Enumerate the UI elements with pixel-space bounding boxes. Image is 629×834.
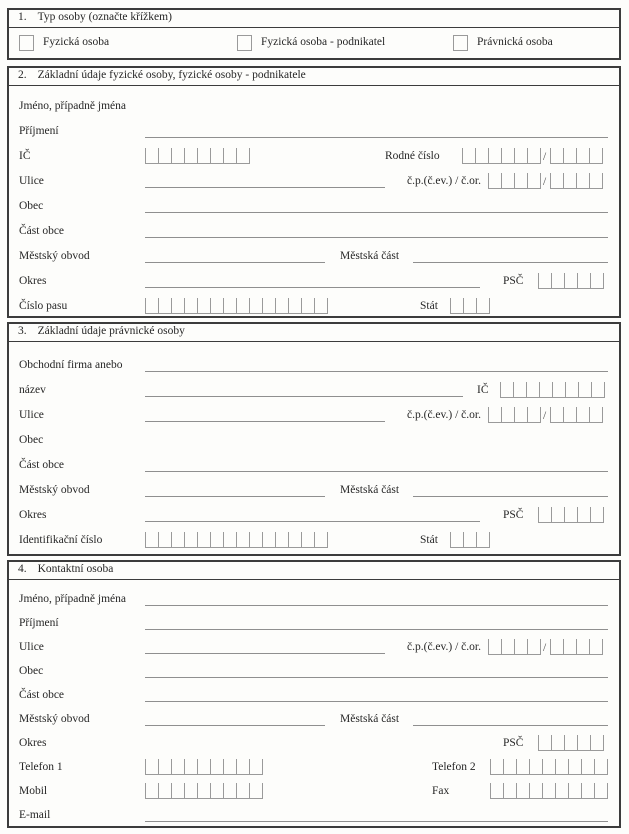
comb-cell	[529, 759, 542, 774]
section-kontaktni-osoba	[7, 560, 621, 828]
slash-separator: /	[543, 176, 547, 188]
comb-cell	[564, 507, 577, 522]
row-ulice-s3	[9, 400, 619, 425]
field-label-cislo-pasu: Číslo pasu	[19, 300, 68, 312]
checkbox-label-pravnicka-osoba: Právnická osoba	[477, 36, 553, 48]
field-label-email: E-mail	[19, 809, 51, 821]
comb-cell	[210, 298, 223, 313]
comb-cell	[589, 407, 602, 422]
comb-cell	[591, 382, 604, 397]
comb-cell	[529, 783, 542, 798]
comb-cell	[555, 783, 568, 798]
comb-stat-s3[interactable]	[450, 532, 490, 548]
field-label-psc-s4: PSČ	[503, 737, 524, 749]
field-label-stat-s3: Stát	[420, 534, 438, 546]
comb-cell	[145, 148, 158, 163]
field-label-obec-s3: Obec	[19, 434, 44, 446]
row-obec-s4	[9, 657, 619, 681]
comb-cell	[539, 382, 552, 397]
comb-cell	[463, 298, 476, 313]
comb-cell	[158, 783, 171, 798]
comb-cell	[551, 735, 564, 750]
comb-cell	[314, 298, 327, 313]
section-number: 1.	[18, 11, 27, 23]
comb-cp-a-s4[interactable]	[488, 639, 541, 655]
comb-cell	[288, 532, 301, 547]
comb-cell	[581, 783, 594, 798]
comb-cell	[488, 148, 501, 163]
field-label-jmeno-s4: Jméno, případně jména	[19, 593, 126, 605]
input-line-cast-obce-s2[interactable]	[145, 237, 608, 238]
field-label-mestsky-obvod-s2: Městský obvod	[19, 250, 90, 262]
comb-cell	[184, 298, 197, 313]
comb-cell	[197, 759, 210, 774]
comb-cp-b-s3[interactable]	[550, 407, 603, 423]
comb-cell	[503, 783, 516, 798]
input-line-mestsky-obvod-s2[interactable]	[145, 262, 325, 263]
input-line-ulice-s3[interactable]	[145, 421, 385, 422]
field-label-psc-s2: PSČ	[503, 275, 524, 287]
comb-cell	[184, 148, 197, 163]
comb-cp-a-s2[interactable]	[488, 173, 541, 189]
comb-cell	[262, 298, 275, 313]
field-label-ic-s3: IČ	[477, 384, 489, 396]
comb-cell	[564, 735, 577, 750]
comb-cell	[568, 783, 581, 798]
field-label-identifikacni-cislo: Identifikační číslo	[19, 534, 103, 546]
section-number: 3.	[18, 325, 27, 337]
section-kontaktni-osoba-header	[9, 562, 619, 580]
comb-cell	[538, 507, 551, 522]
checkbox-fyzicka-osoba[interactable]	[19, 35, 34, 51]
section-pravnicka-osoba	[7, 322, 621, 556]
field-label-prijmeni-s4: Příjmení	[19, 617, 59, 629]
comb-cell	[590, 273, 603, 288]
comb-cell	[158, 532, 171, 547]
row-cast-obce-s2	[9, 216, 619, 241]
input-line-mestsky-obvod-s3[interactable]	[145, 496, 325, 497]
comb-cell	[538, 735, 551, 750]
field-label-prijmeni-s2: Příjmení	[19, 125, 59, 137]
field-label-mestsky-obvod-s3: Městský obvod	[19, 484, 90, 496]
comb-cell	[551, 507, 564, 522]
field-label-ulice-s4: Ulice	[19, 641, 44, 653]
comb-cell	[516, 783, 529, 798]
comb-ic-s3[interactable]	[500, 382, 605, 398]
comb-cell	[527, 173, 540, 188]
comb-cell	[563, 148, 576, 163]
comb-cell	[577, 507, 590, 522]
input-line-cast-obce-s3[interactable]	[145, 471, 608, 472]
comb-cell	[171, 783, 184, 798]
field-label-telefon1: Telefon 1	[19, 761, 63, 773]
input-line-cast-obce-s4[interactable]	[145, 701, 608, 702]
row-identifikacni-cislo	[9, 525, 619, 550]
comb-cell	[301, 532, 314, 547]
row-jmeno-s2	[9, 91, 619, 116]
input-line-mestska-cast-s3[interactable]	[413, 496, 608, 497]
comb-cell	[197, 783, 210, 798]
comb-rodne-cislo-b[interactable]	[550, 148, 603, 164]
row-prijmeni-s4	[9, 609, 619, 633]
comb-cell	[488, 173, 501, 188]
field-label-psc-s3: PSČ	[503, 509, 524, 521]
comb-telefon2[interactable]	[490, 759, 608, 775]
comb-cell	[590, 507, 603, 522]
section-pravnicka-osoba-header	[9, 324, 619, 342]
comb-cell	[236, 148, 249, 163]
comb-cell	[576, 173, 589, 188]
comb-cell	[450, 298, 463, 313]
comb-cell	[171, 759, 184, 774]
slash-separator: /	[543, 151, 547, 163]
comb-cp-a-s3[interactable]	[488, 407, 541, 423]
comb-cell	[223, 298, 236, 313]
comb-cell	[563, 173, 576, 188]
comb-cell	[197, 148, 210, 163]
comb-cell	[527, 148, 540, 163]
comb-cell	[516, 759, 529, 774]
input-line-prijmeni-s2[interactable]	[145, 137, 608, 138]
comb-cell	[514, 407, 527, 422]
comb-cell	[513, 382, 526, 397]
comb-cell	[589, 148, 602, 163]
row-nazev	[9, 375, 619, 400]
row-jmeno-s4	[9, 585, 619, 609]
field-label-cp-s3: č.p.(č.ev.) / č.or.	[407, 409, 481, 421]
comb-fax[interactable]	[490, 783, 608, 799]
field-label-mestska-cast-s4: Městská část	[340, 713, 400, 725]
field-label-ic-s2: IČ	[19, 150, 31, 162]
field-label-okres-s4: Okres	[19, 737, 47, 749]
input-line-prijmeni-s4[interactable]	[145, 629, 608, 630]
section-title: Základní údaje fyzické osoby, fyzické osoby - podnikatele	[37, 69, 306, 81]
input-line-ulice-s4[interactable]	[145, 653, 385, 654]
comb-cell	[527, 407, 540, 422]
row-okres-s3	[9, 500, 619, 525]
field-label-okres-s3: Okres	[19, 509, 47, 521]
comb-cell	[171, 532, 184, 547]
section-title: Kontaktní osoba	[37, 563, 114, 575]
row-telefon1	[9, 753, 619, 777]
comb-cell	[223, 532, 236, 547]
comb-cell	[551, 273, 564, 288]
section-typ-osoby	[7, 8, 621, 60]
row-mestsky-obvod-s3	[9, 475, 619, 500]
input-line-mestsky-obvod-s4[interactable]	[145, 725, 325, 726]
comb-cell	[538, 273, 551, 288]
row-prijmeni-s2	[9, 116, 619, 141]
comb-cell	[236, 532, 249, 547]
comb-cell	[145, 783, 158, 798]
comb-cell	[500, 382, 513, 397]
comb-telefon1[interactable]	[145, 759, 263, 775]
input-line-obchodni-firma[interactable]	[145, 371, 608, 372]
comb-psc-s2[interactable]	[538, 273, 604, 289]
comb-cell	[501, 407, 514, 422]
comb-cell	[589, 173, 602, 188]
input-line-okres-s2[interactable]	[145, 287, 480, 288]
comb-cell	[288, 298, 301, 313]
section-pravnicka-osoba-body	[9, 342, 619, 555]
field-label-cp-s2: č.p.(č.ev.) / č.or.	[407, 175, 481, 187]
comb-cell	[590, 735, 603, 750]
comb-cell	[577, 735, 590, 750]
comb-cell	[236, 298, 249, 313]
section-fyzicka-osoba-body	[9, 86, 619, 317]
comb-cell	[184, 759, 197, 774]
comb-cell	[475, 148, 488, 163]
section-number: 2.	[18, 69, 27, 81]
field-label-fax: Fax	[432, 785, 450, 797]
comb-cell	[476, 298, 489, 313]
slash-separator: /	[543, 410, 547, 422]
input-line-mestska-cast-s2[interactable]	[413, 262, 608, 263]
comb-cell	[550, 407, 563, 422]
row-obchodni-firma	[9, 350, 619, 375]
row-okres-s2	[9, 266, 619, 291]
comb-cell	[236, 783, 249, 798]
comb-cell	[501, 639, 514, 654]
field-label-rodne-cislo: Rodné číslo	[385, 150, 440, 162]
section-title: Základní údaje právnické osoby	[37, 325, 185, 337]
field-label-obec-s4: Obec	[19, 665, 44, 677]
row-mestsky-obvod-s4	[9, 705, 619, 729]
checkbox-pravnicka-osoba[interactable]	[453, 35, 468, 51]
comb-cell	[490, 783, 503, 798]
field-label-stat-s2: Stát	[420, 300, 438, 312]
comb-cell	[550, 148, 563, 163]
comb-cell	[527, 639, 540, 654]
field-label-mestsky-obvod-s4: Městský obvod	[19, 713, 90, 725]
comb-cell	[223, 148, 236, 163]
section-title: Typ osoby (označte křížkem)	[37, 11, 172, 23]
slash-separator: /	[543, 642, 547, 654]
comb-cell	[565, 382, 578, 397]
field-label-cp-s4: č.p.(č.ev.) / č.or.	[407, 641, 481, 653]
comb-cell	[210, 148, 223, 163]
checkbox-label-fyzicka-osoba-podnikatel: Fyzická osoba - podnikatel	[261, 36, 386, 48]
comb-cell	[555, 759, 568, 774]
row-obec-s3	[9, 425, 619, 450]
comb-cell	[589, 639, 602, 654]
comb-cell	[184, 532, 197, 547]
comb-cell	[514, 173, 527, 188]
input-line-ulice-s2[interactable]	[145, 187, 385, 188]
comb-cell	[563, 639, 576, 654]
field-label-mestska-cast-s2: Městská část	[340, 250, 400, 262]
field-label-mobil: Mobil	[19, 785, 48, 797]
comb-stat-s2[interactable]	[450, 298, 490, 314]
checkbox-label-fyzicka-osoba: Fyzická osoba	[43, 36, 110, 48]
section-typ-osoby-body	[9, 28, 619, 57]
checkbox-fyzicka-osoba-podnikatel[interactable]	[237, 35, 252, 51]
field-label-obchodni-firma: Obchodní firma anebo	[19, 359, 123, 371]
comb-cell	[490, 759, 503, 774]
comb-cell	[568, 759, 581, 774]
comb-cell	[550, 173, 563, 188]
comb-mobil[interactable]	[145, 783, 263, 799]
comb-cell	[171, 148, 184, 163]
field-label-cast-obce-s4: Část obce	[19, 689, 65, 701]
field-label-cast-obce-s3: Část obce	[19, 459, 65, 471]
comb-psc-s4[interactable]	[538, 735, 604, 751]
comb-cell	[576, 148, 589, 163]
field-label-ulice-s3: Ulice	[19, 409, 44, 421]
comb-cell	[462, 148, 475, 163]
row-okres-s4	[9, 729, 619, 753]
comb-cell	[577, 273, 590, 288]
comb-cell	[275, 298, 288, 313]
comb-cell	[514, 639, 527, 654]
row-mobil	[9, 777, 619, 801]
row-ulice-s4	[9, 633, 619, 657]
comb-cell	[223, 759, 236, 774]
comb-identifikacni-cislo[interactable]	[145, 532, 328, 548]
field-label-nazev: název	[19, 384, 46, 396]
comb-rodne-cislo-a[interactable]	[462, 148, 541, 164]
comb-cislo-pasu[interactable]	[145, 298, 328, 314]
comb-cell	[503, 759, 516, 774]
comb-cell	[275, 532, 288, 547]
section-kontaktni-osoba-body	[9, 580, 619, 827]
comb-cell	[145, 298, 158, 313]
input-line-nazev[interactable]	[145, 396, 463, 397]
comb-cell	[314, 532, 327, 547]
comb-cell	[594, 759, 607, 774]
comb-cell	[576, 639, 589, 654]
row-cislo-pasu-s2	[9, 291, 619, 316]
comb-cell	[488, 639, 501, 654]
comb-cell	[542, 783, 555, 798]
input-line-obec-s2[interactable]	[145, 212, 608, 213]
comb-cell	[576, 407, 589, 422]
comb-cell	[210, 759, 223, 774]
comb-cell	[184, 783, 197, 798]
comb-cell	[550, 639, 563, 654]
row-obec-s2	[9, 191, 619, 216]
row-mestsky-obvod-s2	[9, 241, 619, 266]
comb-cell	[564, 273, 577, 288]
comb-cell	[145, 532, 158, 547]
row-cast-obce-s3	[9, 450, 619, 475]
comb-cell	[552, 382, 565, 397]
section-typ-osoby-header	[9, 10, 619, 28]
field-label-mestska-cast-s3: Městská část	[340, 484, 400, 496]
row-ulice-s2	[9, 166, 619, 191]
field-label-ulice-s2: Ulice	[19, 175, 44, 187]
comb-cell	[526, 382, 539, 397]
section-number: 4.	[18, 563, 27, 575]
comb-cell	[171, 298, 184, 313]
comb-cell	[145, 759, 158, 774]
comb-cell	[249, 783, 262, 798]
input-line-jmeno-s4[interactable]	[145, 605, 608, 606]
comb-cell	[581, 759, 594, 774]
comb-cell	[501, 148, 514, 163]
comb-cell	[578, 382, 591, 397]
comb-psc-s3[interactable]	[538, 507, 604, 523]
field-label-jmeno-s2: Jméno, případně jména	[19, 100, 126, 112]
comb-cell	[158, 759, 171, 774]
comb-cell	[210, 532, 223, 547]
comb-cell	[514, 148, 527, 163]
input-line-email[interactable]	[145, 821, 608, 822]
comb-cell	[488, 407, 501, 422]
comb-ic-s2[interactable]	[145, 148, 250, 164]
comb-cell	[249, 298, 262, 313]
comb-cell	[210, 783, 223, 798]
comb-cell	[197, 298, 210, 313]
comb-cell	[158, 148, 171, 163]
row-cast-obce-s4	[9, 681, 619, 705]
comb-cell	[301, 298, 314, 313]
comb-cell	[249, 759, 262, 774]
field-label-cast-obce-s2: Část obce	[19, 225, 65, 237]
comb-cell	[594, 783, 607, 798]
comb-cell	[463, 532, 476, 547]
comb-cell	[476, 532, 489, 547]
comb-cell	[197, 532, 210, 547]
input-line-obec-s4[interactable]	[145, 677, 608, 678]
field-label-telefon2: Telefon 2	[432, 761, 476, 773]
comb-cp-b-s4[interactable]	[550, 639, 603, 655]
comb-cell	[249, 532, 262, 547]
section-fyzicka-osoba	[7, 66, 621, 318]
row-ic-s2	[9, 141, 619, 166]
field-label-okres-s2: Okres	[19, 275, 47, 287]
input-line-okres-s3[interactable]	[145, 521, 480, 522]
comb-cell	[262, 532, 275, 547]
comb-cell	[223, 783, 236, 798]
comb-cp-b-s2[interactable]	[550, 173, 603, 189]
comb-cell	[450, 532, 463, 547]
comb-cell	[501, 173, 514, 188]
comb-cell	[236, 759, 249, 774]
input-line-mestska-cast-s4[interactable]	[413, 725, 608, 726]
field-label-obec-s2: Obec	[19, 200, 44, 212]
row-email	[9, 801, 619, 825]
comb-cell	[542, 759, 555, 774]
comb-cell	[563, 407, 576, 422]
section-fyzicka-osoba-header	[9, 68, 619, 86]
comb-cell	[158, 298, 171, 313]
